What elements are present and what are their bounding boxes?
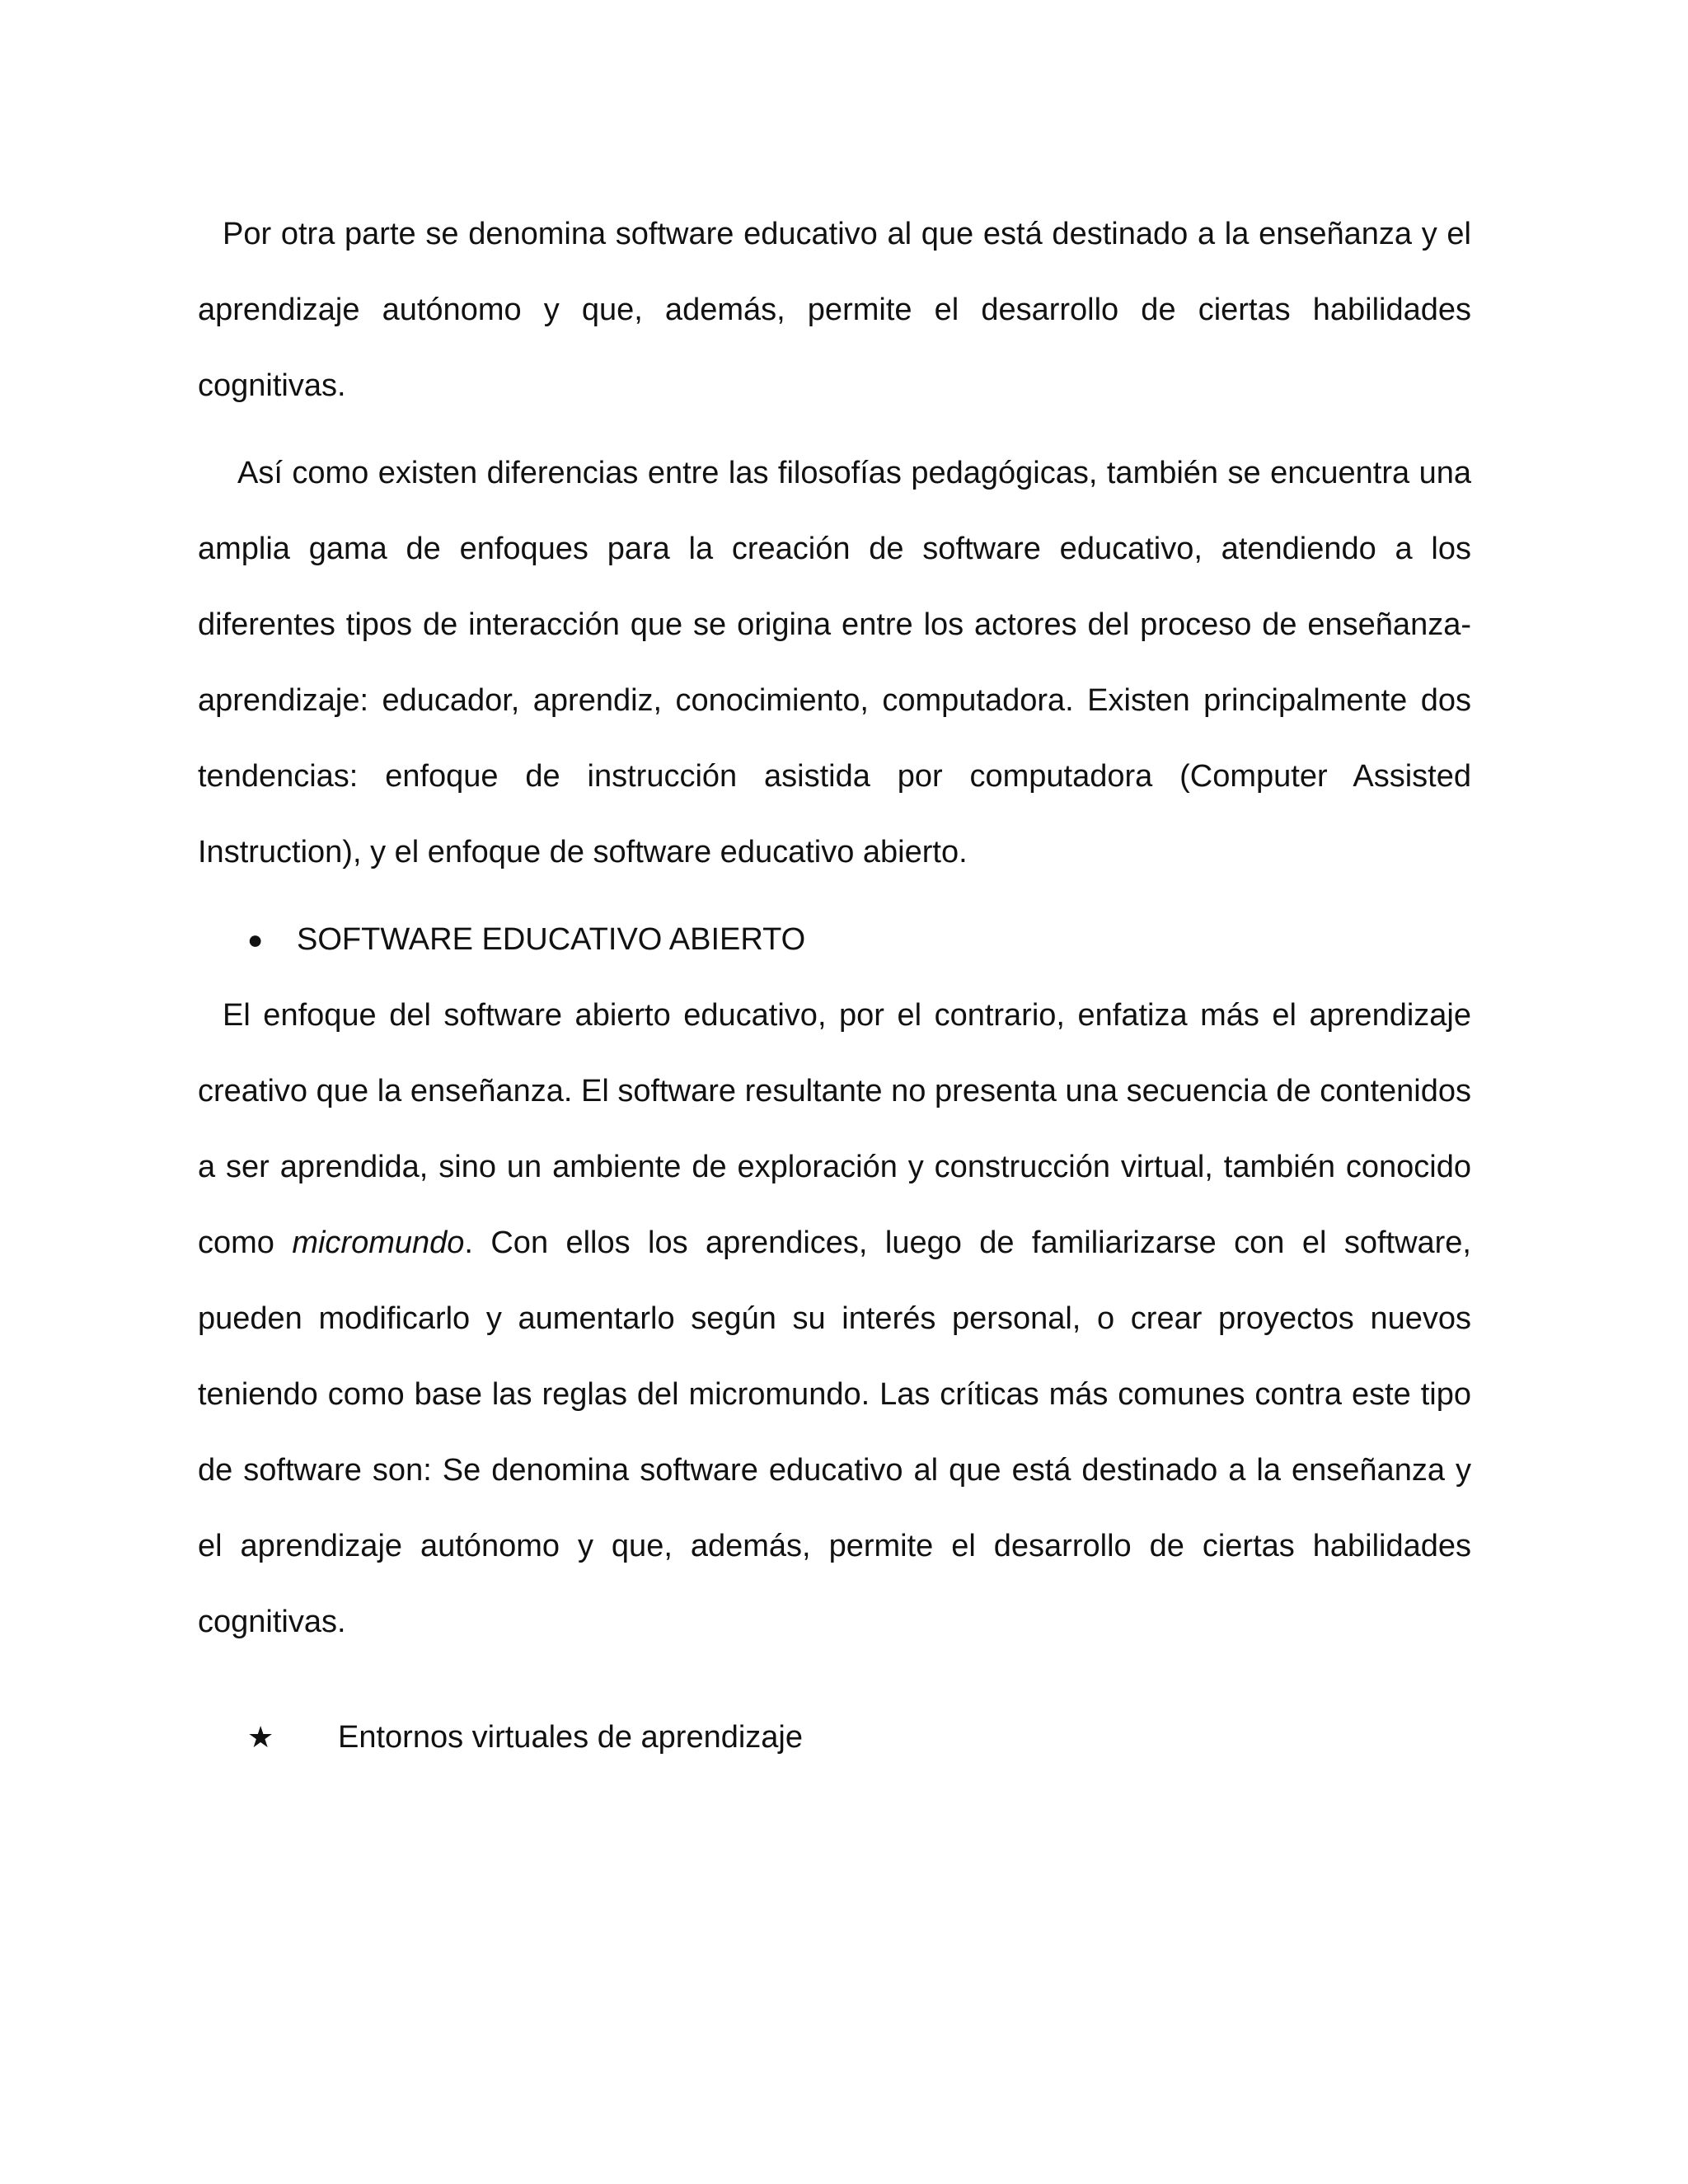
paragraph-open-software-italic: micromundo	[292, 1226, 465, 1260]
paragraph-open-software-text-a: El enfoque del software abierto educativo, por el contrario, enfatiza más el aprendizaje creativo que la enseñanza. El software resultante no presenta una secuencia de contenidos a ser aprendida, sino un ambiente de exploración y construcción virtual, también conocido como	[198, 998, 1471, 1260]
paragraph-open-software	[198, 977, 1471, 1660]
star-icon: ★	[247, 1720, 274, 1754]
bullet-heading	[198, 902, 1471, 977]
paragraph-intro: Por otra parte se denomina software educativo al que está destinado a la enseñanza y el aprendizaje autónomo y que, además, permite el desarrollo de ciertas habilidades cognitivas.	[198, 217, 1471, 403]
paragraph-approaches: Así como existen diferencias entre las filosofías pedagógicas, también se encuentra una amplia gama de enfoques para la creación de software educativo, atendiendo a los diferentes tipos de interacción que se origina entre los actores del proceso de enseñanza-aprendizaje: educador, aprendiz, conocimiento, computadora. Existen principalmente dos tendencias: enfoque de instrucción asistida por computadora (Computer Assisted Instruction), y el enfoque de software educativo abierto.	[198, 456, 1471, 869]
bullet-dot-icon: ●	[247, 925, 264, 954]
star-item	[198, 1699, 1471, 1775]
paragraph-open-software-text-b: . Con ellos los aprendices, luego de familiarizarse con el software, pueden modificarlo y aumentarlo según su interés personal, o crear proyectos nuevos teniendo como base las reglas del micromundo. Las críticas más comunes contra este tipo de software son: Se denomina software educativo al que está destinado a la enseñanza y el aprendizaje autónomo y que, además, permite el desarrollo de ciertas habilidades cognitivas.	[198, 1226, 1471, 1639]
bullet-heading-text: SOFTWARE EDUCATIVO ABIERTO	[297, 922, 806, 957]
document-body	[198, 196, 1471, 1775]
star-item-text: Entornos virtuales de aprendizaje	[338, 1720, 804, 1755]
